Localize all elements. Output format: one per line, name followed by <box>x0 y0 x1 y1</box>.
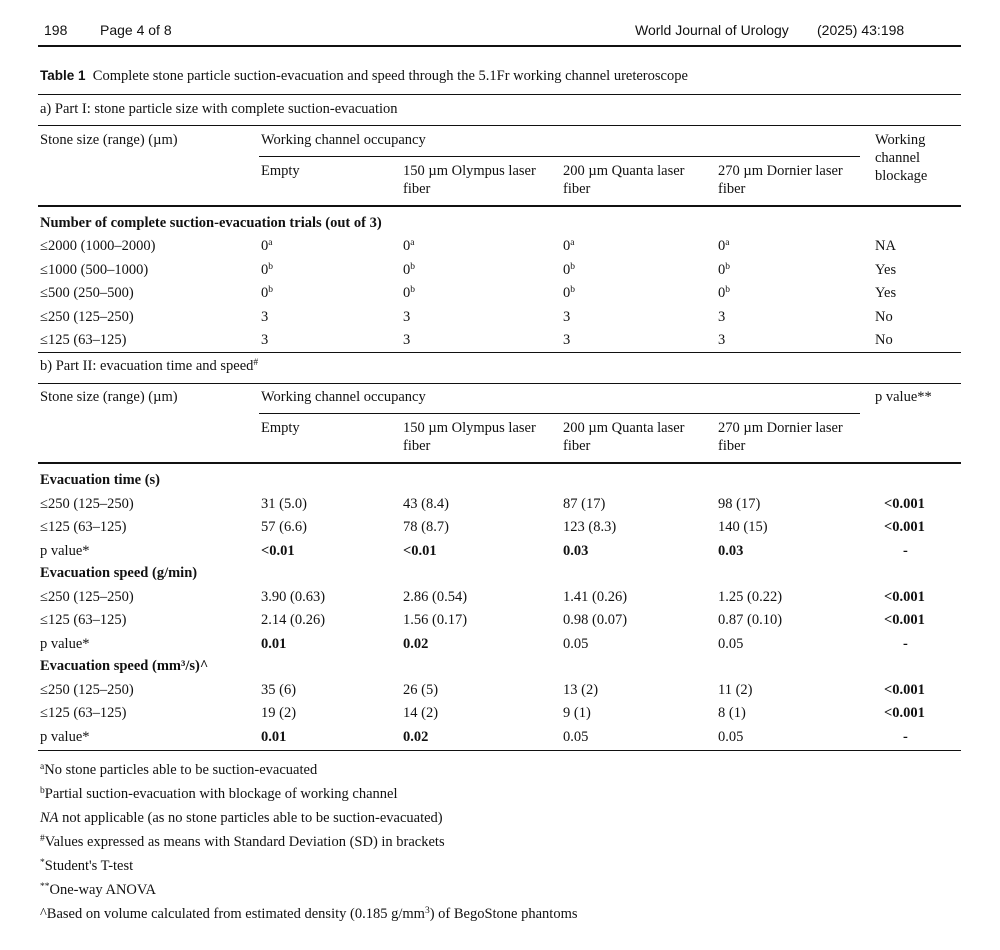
part2-cell: 1.41 (0.26) <box>563 588 628 605</box>
part2-cell: 11 (2) <box>718 681 753 698</box>
part2-cell: 8 (1) <box>718 705 746 721</box>
page-of: Page 4 of 8 <box>100 22 172 38</box>
part2-cell: 19 (2) <box>261 705 297 721</box>
page-number: 198 <box>44 22 68 38</box>
part2-cell: 78 (8.7) <box>403 519 449 535</box>
footnote-hash: #Values expressed as means with Standard Deviation (SD) in brackets <box>40 834 445 850</box>
part1-cell: 0$^a$ <box>261 238 273 254</box>
pvalue-cell: 0.02 <box>403 728 429 745</box>
part1-cell: 0$^a$ <box>718 238 730 254</box>
part2-cell: 1.56 (0.17) <box>403 612 468 628</box>
part2-row-pvalue: <0.001 <box>884 495 925 512</box>
part2-row-size: ≤125 (63–125) <box>40 705 127 721</box>
part2-cell: 0.87 (0.10) <box>718 612 783 628</box>
pvalue-label: p value* <box>40 635 90 652</box>
part2-cell: 2.14 (0.26) <box>261 612 326 628</box>
part1-col-olympus: 150 µm Olympus laser fiber <box>403 163 536 197</box>
part1-bottom-rule <box>38 352 961 353</box>
part1-cell: 3 <box>403 332 411 348</box>
journal-name: World Journal of Urology <box>635 22 789 38</box>
part2-group-rule <box>259 413 860 414</box>
part2-cell: 35 (6) <box>261 681 297 698</box>
pvalue-cell: <0.01 <box>403 542 437 559</box>
pvalue-cell: 0.03 <box>718 542 744 559</box>
footnote-b: $^b$Partial suction-evacuation with blockage of working channel <box>40 786 398 802</box>
header-rule <box>38 45 961 47</box>
part2-cell: 140 (15) <box>718 519 768 535</box>
part2-cell: 9 (1) <box>563 705 591 721</box>
part1-cell: 0$^b$ <box>261 285 273 301</box>
part2-cell: 3.90 (0.63) <box>261 588 326 605</box>
part2-col-quanta: 200 µm Quanta laser fiber <box>563 420 685 454</box>
part1-header-rule <box>38 205 961 207</box>
part1-col-dornier: 270 µm Dornier laser fiber <box>718 163 843 197</box>
table-caption <box>40 68 688 85</box>
part1-row-size: ≤2000 (1000–2000) <box>40 238 156 254</box>
part1-cell: 0$^b$ <box>261 261 273 278</box>
pvalue-cell: 0.02 <box>403 635 429 652</box>
part2-section-title: Evacuation time (s) <box>40 472 161 488</box>
footnote-na: NA not applicable (as no stone particles able to be suction-evacuated) <box>40 810 443 826</box>
pvalue-cell: 0.05 <box>563 728 589 745</box>
table-label: Table 1 <box>40 68 86 83</box>
pvalue-cell: 0.05 <box>563 635 589 652</box>
part1-cell: 3 <box>718 308 726 325</box>
pvalue-cell: 0.01 <box>261 635 287 652</box>
part2-cell: 57 (6.6) <box>261 519 307 535</box>
pvalue-cell: 0.05 <box>718 635 744 652</box>
part1-group-rule <box>259 156 860 157</box>
part1-cell: 0$^b$ <box>718 261 730 278</box>
part1-cell: 0$^b$ <box>563 285 575 301</box>
part2-cell: 87 (17) <box>563 495 606 512</box>
part1-row-size: ≤250 (125–250) <box>40 308 134 325</box>
table-bottom-rule <box>38 750 961 751</box>
part2-row-size: ≤125 (63–125) <box>40 612 127 628</box>
footnote-star: *Student's T-test <box>40 858 134 874</box>
part1-cell: 0$^a$ <box>403 238 415 254</box>
part2-cell: 31 (5.0) <box>261 495 307 512</box>
part2-section-title: Evacuation speed (g/min) <box>40 565 198 581</box>
part2-row-size: ≤250 (125–250) <box>40 495 134 512</box>
part1-row-size: ≤125 (63–125) <box>40 332 127 348</box>
part1-cell: 0$^b$ <box>403 261 415 278</box>
part2-cell: 98 (17) <box>718 495 761 512</box>
pvalue-end: - <box>903 542 908 559</box>
citation: (2025) 43:198 <box>817 22 905 38</box>
part1-cell: 3 <box>261 308 269 325</box>
part2-row-size: ≤250 (125–250) <box>40 681 134 698</box>
pvalue-cell: 0.03 <box>563 542 589 559</box>
pvalue-cell: 0.05 <box>718 728 744 745</box>
pvalue-cell: 0.01 <box>261 728 287 745</box>
part1-cell: 0$^b$ <box>718 285 730 301</box>
part1-cell: 0$^b$ <box>563 261 575 278</box>
part2-row-pvalue: <0.001 <box>884 519 925 535</box>
part1-row-blockage: Yes <box>875 261 897 278</box>
part1-cell: 3 <box>403 308 411 325</box>
part1-row-blockage: NA <box>875 238 896 254</box>
part1-col-empty: Empty <box>261 163 300 179</box>
part1-title-rule <box>38 125 961 126</box>
part2-cell: 43 (8.4) <box>403 495 449 512</box>
table-top-rule <box>38 94 961 95</box>
part2-cell: 2.86 (0.54) <box>403 588 468 605</box>
table-caption-text: Complete stone particle suction-evacuation and speed through the 5.1Fr working channel ureteroscope <box>92 68 688 84</box>
part2-col-olympus: 150 µm Olympus laser fiber <box>403 420 536 454</box>
part2-cell: 13 (2) <box>563 681 599 698</box>
part2-row-pvalue: <0.001 <box>884 588 925 605</box>
part2-row-size: ≤125 (63–125) <box>40 519 127 535</box>
part2-row-pvalue: <0.001 <box>884 681 925 698</box>
footnote-a: $^a$No stone particles able to be suction-evacuated <box>40 762 318 778</box>
part1-row-blockage: No <box>875 332 893 348</box>
pvalue-cell: <0.01 <box>261 542 295 559</box>
footnote-double-star: **One-way ANOVA <box>40 882 156 898</box>
part1-cell: 3 <box>261 332 269 348</box>
part1-col-group: Working channel occupancy <box>261 132 426 148</box>
part2-header-rule <box>38 462 961 464</box>
part2-row-pvalue: <0.001 <box>884 612 925 628</box>
footnote-caret: ^Based on volume calculated from estimated density (0.185 $g/mm^3$) of BegoStone phantoms <box>40 906 578 922</box>
part1-cell: 0$^b$ <box>403 285 415 301</box>
part2-col-pvalue: p value** <box>875 389 932 405</box>
part2-row-pvalue: <0.001 <box>884 705 925 721</box>
part2-col-stone-size: Stone size (range) (µm) <box>40 389 178 405</box>
part2-cell: 123 (8.3) <box>563 519 617 535</box>
part1-section-title: Number of complete suction-evacuation trials (out of 3) <box>40 215 382 231</box>
part2-cell: 14 (2) <box>403 705 439 721</box>
part1-title: a) Part I: stone particle size with complete suction-evacuation <box>40 101 398 117</box>
part2-col-group: Working channel occupancy <box>261 389 426 405</box>
part2-title-rule <box>38 383 961 384</box>
part1-cell: 0$^a$ <box>563 238 575 254</box>
part2-col-dornier: 270 µm Dornier laser fiber <box>718 420 843 454</box>
part1-row-blockage: Yes <box>875 285 897 301</box>
part2-row-size: ≤250 (125–250) <box>40 588 134 605</box>
part2-cell: 0.98 (0.07) <box>563 612 628 628</box>
pvalue-label: p value* <box>40 728 90 745</box>
part1-col-quanta: 200 µm Quanta laser fiber <box>563 163 685 197</box>
part1-row-size: ≤1000 (500–1000) <box>40 261 149 278</box>
part2-col-empty: Empty <box>261 420 300 436</box>
part1-row-size: ≤500 (250–500) <box>40 285 134 301</box>
part1-row-blockage: No <box>875 308 893 325</box>
part1-cell: 3 <box>563 308 571 325</box>
part2-title: b) Part II: evacuation time and speed# <box>40 358 259 374</box>
part2-cell: 26 (5) <box>403 681 439 698</box>
pvalue-end: - <box>903 635 908 652</box>
part2-cell: 1.25 (0.22) <box>718 588 783 605</box>
part1-col-stone-size: Stone size (range) (µm) <box>40 132 178 148</box>
part2-section-title: Evacuation speed (mm³/s)^ <box>40 658 209 674</box>
part1-col-blockage: Working channel blockage <box>875 132 928 184</box>
pvalue-end: - <box>903 728 908 745</box>
pvalue-label: p value* <box>40 542 90 559</box>
part1-cell: 3 <box>563 332 571 348</box>
part1-cell: 3 <box>718 332 726 348</box>
